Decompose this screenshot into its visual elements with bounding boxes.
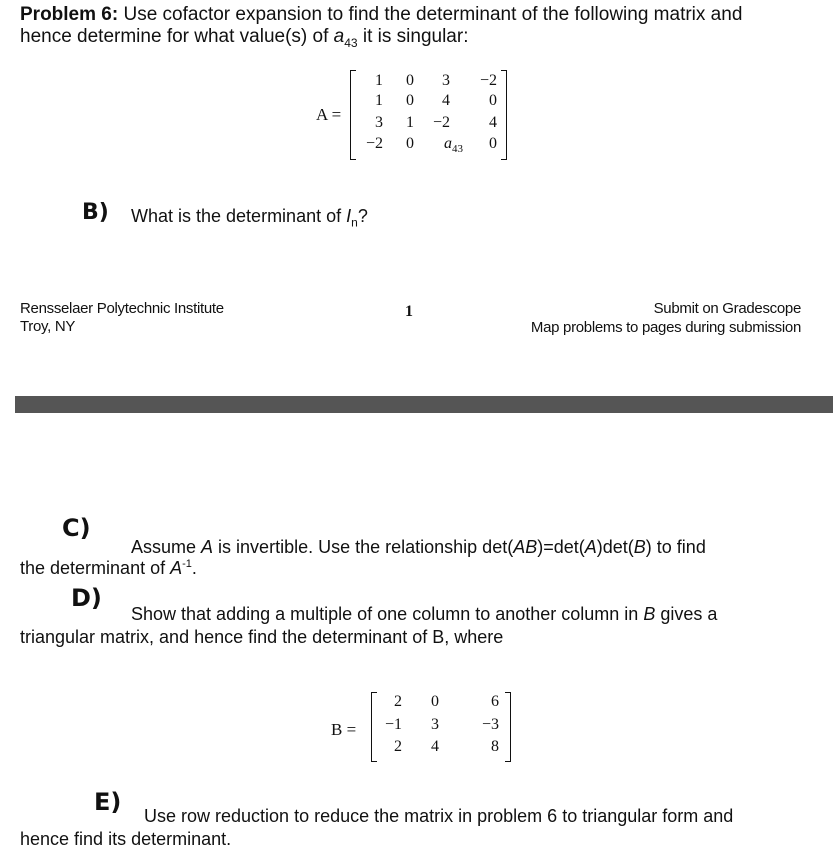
- part-d-line2: triangular matrix, and hence find the determinant of B, where: [20, 627, 504, 647]
- matrix-a-cell: −2: [432, 114, 450, 131]
- part-b-question: What is the determinant of $I_n$?: [131, 206, 368, 230]
- matrix-b-left-bracket: [371, 692, 377, 762]
- matrix-a-cell: 4: [442, 92, 450, 109]
- problem-text-line2: hence determine for what value(s) of: [20, 26, 334, 47]
- matrix-a-left-bracket: [350, 70, 356, 160]
- matrix-a-cell: 1: [375, 72, 383, 89]
- footer-institution: Rensselaer Polytechnic Institute: [20, 300, 224, 317]
- matrix-b-cell: 4: [431, 738, 439, 755]
- part-c-marker: C): [62, 514, 91, 542]
- matrix-b-cell: 2: [394, 693, 402, 710]
- footer-map: Map problems to pages during submission: [530, 319, 801, 336]
- matrix-a-cell: −2: [365, 135, 383, 152]
- part-d-line1: Show that adding a multiple of one column to another column in B gives a: [131, 604, 718, 624]
- matrix-b-cell: −3: [481, 716, 499, 733]
- matrix-a: [350, 70, 507, 160]
- matrix-a-cell: 1: [375, 92, 383, 109]
- problem-line-2: [20, 26, 468, 54]
- matrix-a-cell-a43: $a_{43}$: [444, 135, 463, 156]
- footer-location: Troy, NY: [20, 318, 76, 335]
- matrix-b-cell: −1: [384, 716, 402, 733]
- matrix-b-cell: 3: [431, 716, 439, 733]
- problem-text-line1: Use cofactor expansion to find the determinant of the following matrix and: [118, 4, 743, 25]
- matrix-b-cell: 8: [491, 738, 499, 755]
- matrix-a-cell: 0: [489, 92, 497, 109]
- part-e-marker: E): [94, 788, 122, 816]
- matrix-a-right-bracket: [501, 70, 507, 160]
- matrix-a-cell: 1: [406, 114, 414, 131]
- matrix-b-cell: 2: [394, 738, 402, 755]
- matrix-b-cell: 0: [431, 693, 439, 710]
- matrix-a-cell: 0: [406, 72, 414, 89]
- problem-label: Problem 6:: [20, 4, 119, 25]
- matrix-a-cell: 3: [442, 72, 450, 89]
- matrix-b-label: B =: [331, 720, 357, 739]
- problem-heading-line: [20, 4, 742, 26]
- matrix-a-cell: 3: [375, 114, 383, 131]
- page-divider: [15, 396, 833, 413]
- matrix-a-cell: 0: [406, 92, 414, 109]
- page-number: 1: [405, 303, 413, 320]
- footer-submit: Submit on Gradescope: [653, 300, 801, 317]
- part-c-line1: Assume A is invertible. Use the relationship det(AB)=det(A)det(B) to find: [131, 537, 706, 557]
- matrix-a-label: A =: [316, 105, 342, 124]
- matrix-a-cell: 0: [406, 135, 414, 152]
- part-d-marker: D): [71, 584, 102, 612]
- matrix-b-cell: 6: [491, 693, 499, 710]
- matrix-a-cell: −2: [479, 72, 497, 89]
- part-c-line2: the determinant of $A^{-1}$.: [20, 558, 197, 578]
- matrix-b-right-bracket: [505, 692, 511, 762]
- matrix-a-cell: 4: [489, 114, 497, 131]
- problem-variable: a: [333, 26, 345, 47]
- problem-text-line2-end: it is singular:: [357, 26, 469, 47]
- problem-variable-sub: 43: [344, 35, 358, 50]
- matrix-a-cell: 0: [489, 135, 497, 152]
- part-e-line2: hence find its determinant.: [20, 829, 232, 849]
- matrix-b: [371, 692, 511, 762]
- part-b-marker: B): [82, 200, 109, 225]
- part-e-line1: Use row reduction to reduce the matrix in problem 6 to triangular form and: [144, 806, 734, 826]
